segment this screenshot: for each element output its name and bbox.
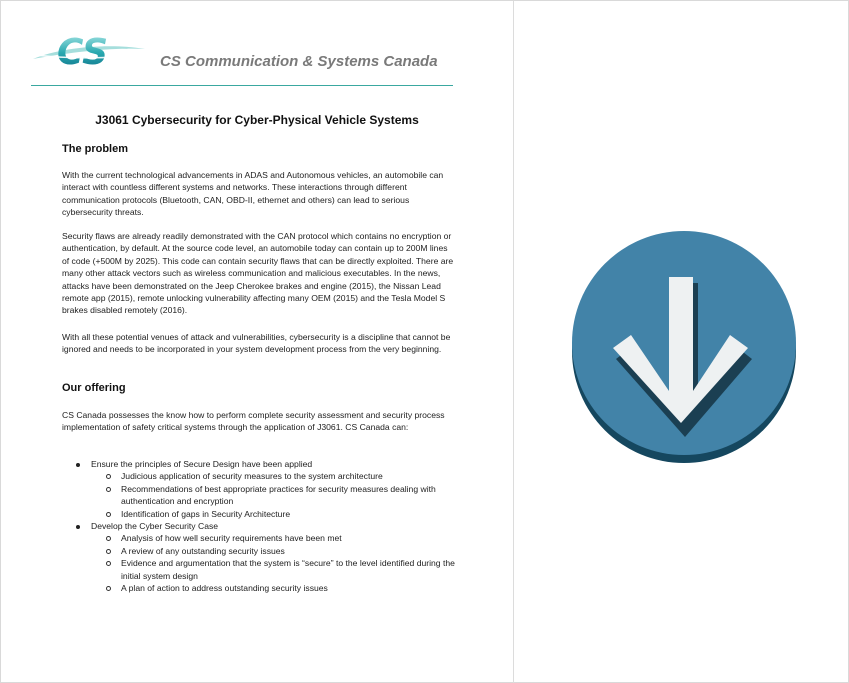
sub-list-item-label: A review of any outstanding security issues [121, 545, 285, 556]
circle-bullet-icon [106, 487, 111, 492]
circle-bullet-icon [106, 549, 111, 554]
header [31, 29, 461, 89]
list-item-label: Ensure the principles of Secure Design have been applied [91, 459, 313, 469]
problem-heading: The problem [62, 143, 129, 155]
list-item-label: Develop the Cyber Security Case [91, 521, 219, 532]
sub-list-item [76, 557, 456, 582]
sub-list-item-label: Recommendations of best appropriate practices for security measures dealing with authentication and encryption [121, 483, 436, 507]
offering-intro: CS Canada possesses the know how to perform complete security assessment and security process implementation of safety critical systems through the application of J3061. CS Canada can: [62, 410, 445, 433]
document-page [1, 1, 513, 683]
sub-list-item [76, 532, 456, 544]
offering-heading: Our offering [62, 382, 126, 394]
sub-list-item-label: Judicious application of security measures to the system architecture [121, 471, 383, 482]
circle-bullet-icon [106, 474, 111, 479]
company-logo [31, 29, 147, 73]
circle-bullet-icon [106, 512, 111, 517]
header-divider [31, 85, 453, 86]
problem-paragraph-2: Security flaws are already readily demonstrated with the CAN protocol which contains no encryption or authentication, by default. At the source code level, an automobile today can contain up to 200M lines of code (+500M by 2025). This code can contain security flaws that can be directly exploited. There are many other attack vectors such as wireless communication and malicious executables. In the news, attacks have been demonstrated on the Jeep Cherokee brakes and engine (2015), the Nissan Lead remote app (2015), remote unlocking vulnerability affecting many OEM (2015) and the Tesla Model S brakes disabled remotely (2016). [62, 231, 454, 316]
circle-bullet-icon [106, 536, 111, 541]
download-button[interactable] [568, 227, 800, 467]
bullet-icon [76, 525, 80, 529]
download-arrow-icon [572, 231, 796, 463]
sub-list-item [76, 483, 456, 508]
list-item [76, 458, 456, 470]
sub-list-item-label: Identification of gaps in Security Architecture [121, 508, 291, 519]
circle-bullet-icon [106, 586, 111, 591]
company-name: CS Communication & Systems Canada [160, 53, 438, 70]
sub-list-item-label: Evidence and argumentation that the system is “secure” to the level identified during the initial system design [121, 558, 455, 581]
panel-divider [513, 1, 514, 683]
problem-paragraph-3: With all these potential venues of attack and vulnerabilities, cybersecurity is a discipline that cannot be ignored and needs to be incorporated in your system development process from the very beginning. [62, 332, 451, 355]
sub-list-item-label: Analysis of how well security requirements have been met [121, 533, 342, 544]
sub-list-item [76, 582, 456, 594]
sub-list-item [76, 470, 456, 482]
problem-paragraph-1: With the current technological advancements in ADAS and Autonomous vehicles, an automobile can interact with countless different systems and networks. These interactions through different communication protocols (Bluetooth, CAN, OBD-II, ethernet and others) can lead to serious cybersecurity threats. [62, 170, 444, 218]
offering-list [76, 458, 456, 594]
bullet-icon [76, 463, 80, 467]
list-item [76, 520, 456, 532]
sub-list-item [76, 545, 456, 557]
document-title: J3061 Cybersecurity for Cyber-Physical Vehicle Systems [95, 113, 419, 127]
sub-list-item [76, 508, 456, 520]
circle-bullet-icon [106, 561, 111, 566]
logo-text: CS [57, 32, 109, 73]
sub-list-item-label: A plan of action to address outstanding security issues [121, 583, 328, 594]
